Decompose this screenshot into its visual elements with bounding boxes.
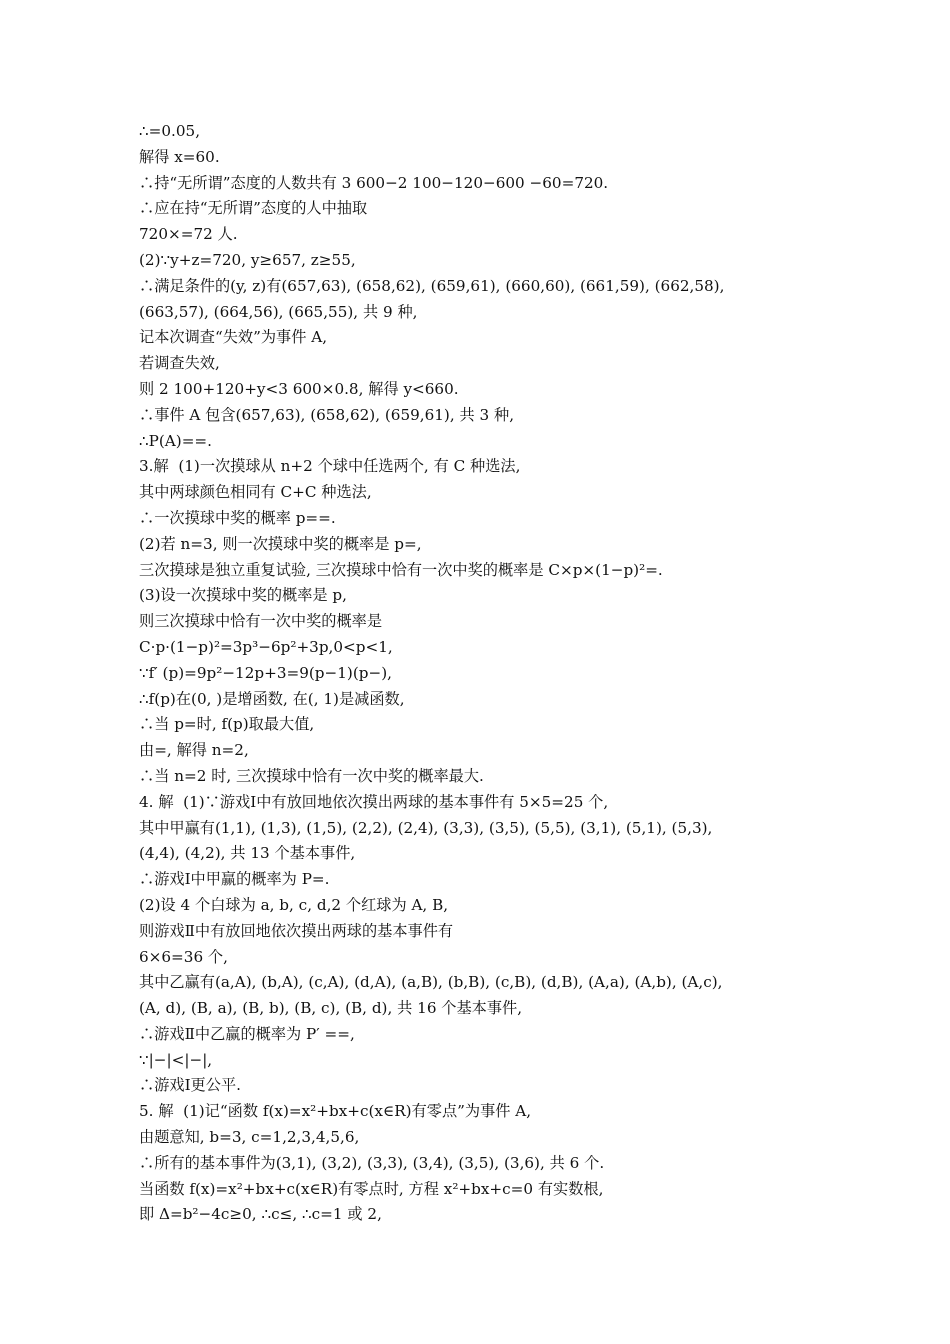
text-line: 其中乙赢有(a,A), (b,A), (c,A), (d,A), (a,B), (b,B), (c,B), (d,B), (A,a), (A,b), (A,c), [139, 973, 723, 992]
text-line: 由题意知, b=3, c=1,2,3,4,5,6, [139, 1128, 360, 1147]
text-line: 6×6=36 个, [139, 947, 228, 966]
text-line: 若调查失效, [139, 354, 220, 373]
text-line: ∴事件 A 包含(657,63), (658,62), (659,61), 共 3 种, [139, 405, 515, 424]
text-line: ∴一次摸球中奖的概率 p==. [139, 508, 336, 527]
text-line: ∵f′ (p)=9p²−12p+3=9(p−1)(p−), [139, 663, 392, 682]
text-line: ∴应在持“无所谓”态度的人中抽取 [139, 199, 368, 218]
text-line: ∴所有的基本事件为(3,1), (3,2), (3,3), (3,4), (3,5), (3,6), 共 6 个. [139, 1153, 605, 1172]
text-line: 则三次摸球中恰有一次中奖的概率是 [139, 612, 382, 631]
text-line: 其中两球颜色相同有 C+C 种选法, [139, 483, 372, 502]
text-line: ∴游戏Ⅰ更公平. [139, 1076, 241, 1095]
text-line: 4. 解 (1)∵游戏Ⅰ中有放回地依次摸出两球的基本事件有 5×5=25 个, [139, 792, 609, 811]
text-line: ∴游戏Ⅰ中甲赢的概率为 P=. [139, 870, 330, 889]
text-line: (2)设 4 个白球为 a, b, c, d,2 个红球为 A, B, [139, 895, 449, 914]
text-line: ∴当 n=2 时, 三次摸球中恰有一次中奖的概率最大. [139, 766, 484, 785]
text-line: 即 Δ=b²−4c≥0, ∴c≤, ∴c=1 或 2, [139, 1205, 382, 1224]
text-line: ∴当 p=时, f(p)取最大值, [139, 715, 315, 734]
text-line: C·p·(1−p)²=3p³−6p²+3p,0<p<1, [139, 637, 393, 656]
text-line: 其中甲赢有(1,1), (1,3), (1,5), (2,2), (2,4), (3,3), (3,5), (5,5), (3,1), (5,1), (5,3), [139, 818, 713, 837]
text-line: 由=, 解得 n=2, [139, 741, 249, 760]
text-line: 当函数 f(x)=x²+bx+c(x∈R)有零点时, 方程 x²+bx+c=0 有实数根, [139, 1179, 604, 1198]
text-line: (3)设一次摸球中奖的概率是 p, [139, 586, 347, 605]
text-line: 3.解 (1)一次摸球从 n+2 个球中任选两个, 有 C 种选法, [139, 457, 521, 476]
text-line: 解得 x=60. [139, 147, 220, 166]
text-line: 720×=72 人. [139, 225, 238, 244]
text-line: 三次摸球是独立重复试验, 三次摸球中恰有一次中奖的概率是 C×p×(1−p)²=. [139, 560, 663, 579]
text-line: ∵|−|<|−|, [139, 1050, 213, 1069]
text-line: (A, d), (B, a), (B, b), (B, c), (B, d), 共 16 个基本事件, [139, 999, 523, 1018]
text-line: ∴游戏Ⅱ中乙赢的概率为 P′ ==, [139, 1024, 355, 1043]
text-line: 记本次调查“失效”为事件 A, [139, 328, 328, 347]
text-line: (2)若 n=3, 则一次摸球中奖的概率是 p=, [139, 534, 422, 553]
text-line: (4,4), (4,2), 共 13 个基本事件, [139, 844, 356, 863]
text-line: 则游戏Ⅱ中有放回地依次摸出两球的基本事件有 [139, 921, 454, 940]
text-line: ∴P(A)==. [139, 431, 212, 450]
text-line: ∴满足条件的(y, z)有(657,63), (658,62), (659,61), (660,60), (661,59), (662,58), [139, 276, 725, 295]
text-line: (663,57), (664,56), (665,55), 共 9 种, [139, 302, 418, 321]
text-line: ∴持“无所谓”态度的人数共有 3 600−2 100−120−600 −60=720. [139, 173, 609, 192]
text-line: 5. 解 (1)记“函数 f(x)=x²+bx+c(x∈R)有零点”为事件 A, [139, 1102, 532, 1121]
text-line: 则 2 100+120+y<3 600×0.8, 解得 y<660. [139, 379, 459, 398]
text-line: (2)∵y+z=720, y≥657, z≥55, [139, 250, 356, 269]
text-line: ∴f(p)在(0, )是增函数, 在(, 1)是减函数, [139, 689, 405, 708]
text-line: ∴=0.05, [139, 122, 201, 140]
solution-text [139, 119, 819, 1228]
